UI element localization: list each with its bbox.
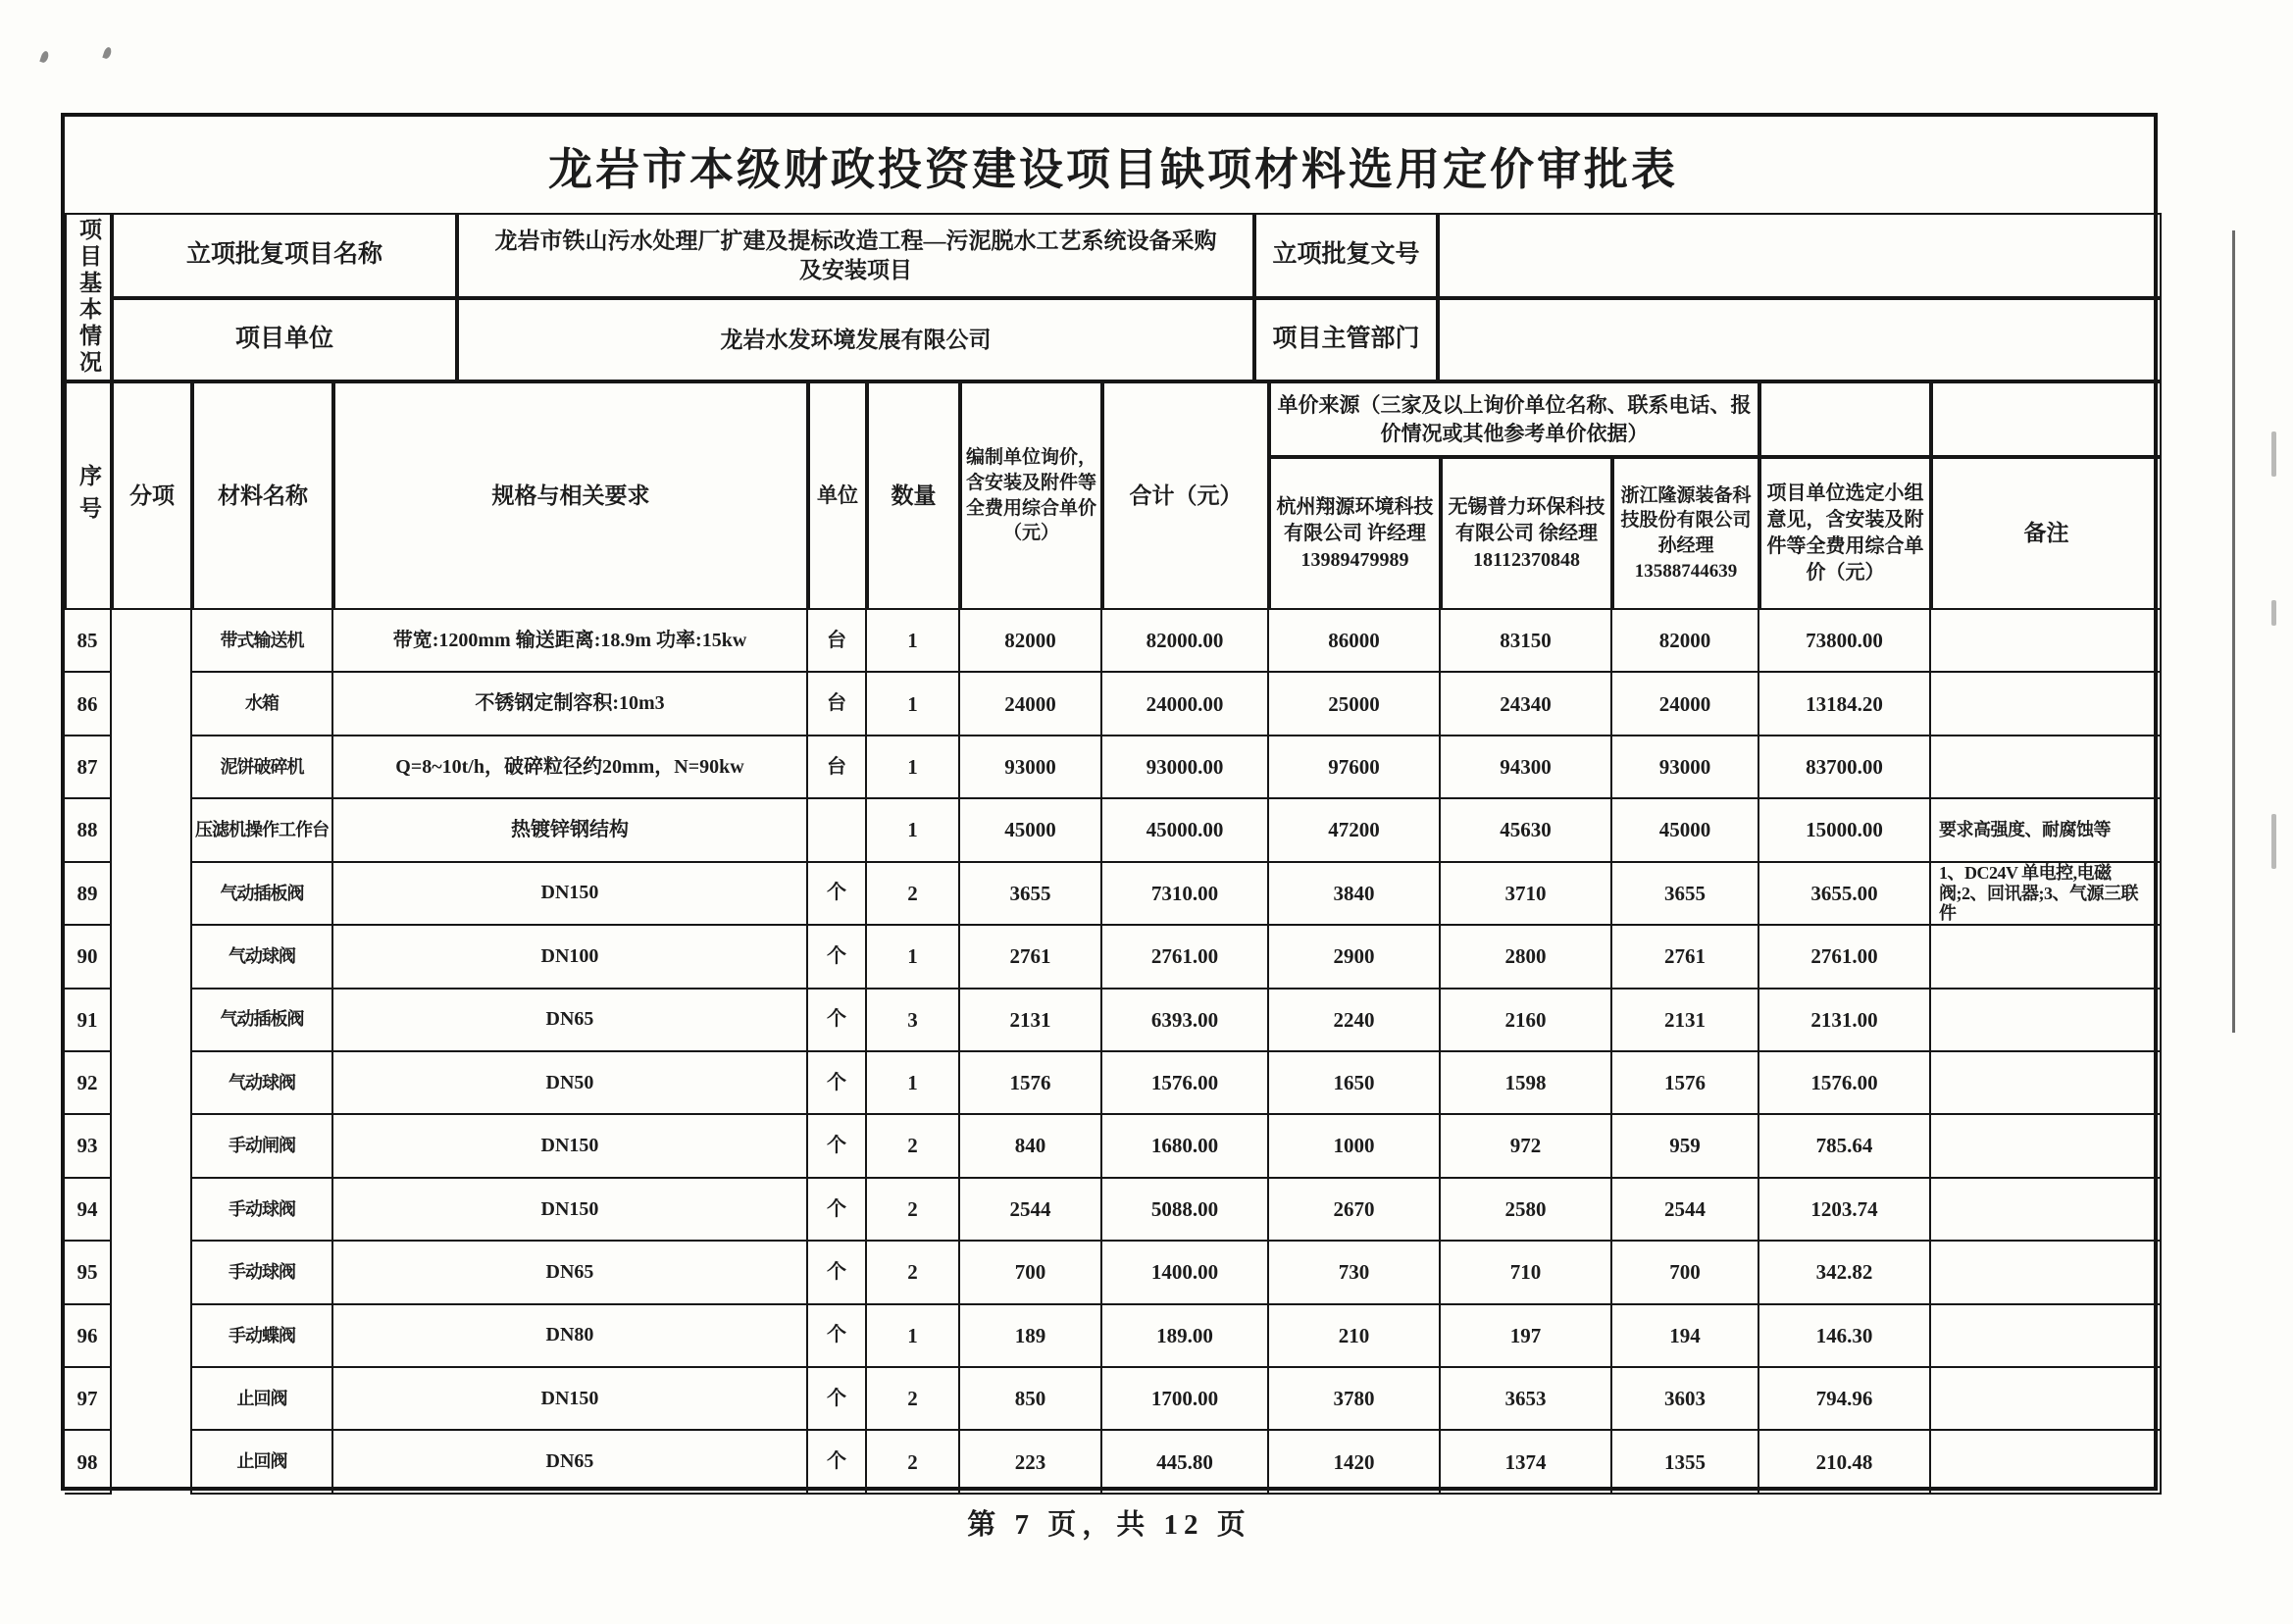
row-serial-number: 94 xyxy=(65,1179,112,1242)
row-spec: DN80 xyxy=(333,1305,808,1368)
row-selected-price: 785.64 xyxy=(1759,1115,1931,1178)
row-serial-number: 89 xyxy=(65,863,112,926)
row-selected-price: 342.82 xyxy=(1759,1242,1931,1304)
row-total: 1680.00 xyxy=(1102,1115,1269,1178)
row-spec: DN150 xyxy=(333,1368,808,1431)
row-unit-price: 2131 xyxy=(960,990,1102,1052)
row-quantity: 3 xyxy=(867,990,960,1052)
row-subitem xyxy=(112,799,192,862)
row-unit-price: 700 xyxy=(960,1242,1102,1304)
approval-form-table xyxy=(61,113,2158,1491)
table-row xyxy=(65,673,2162,736)
row-quantity: 1 xyxy=(867,1052,960,1115)
row-vendor2-quote: 710 xyxy=(1441,1242,1612,1304)
table-row xyxy=(65,1368,2162,1431)
row-remark xyxy=(1931,1431,2162,1494)
row-total: 1700.00 xyxy=(1102,1368,1269,1431)
row-quantity: 1 xyxy=(867,1305,960,1368)
row-quantity: 1 xyxy=(867,799,960,862)
row-subitem xyxy=(112,926,192,989)
row-vendor1-quote: 3780 xyxy=(1269,1368,1441,1431)
row-unit: 台 xyxy=(808,673,867,736)
row-unit-price: 24000 xyxy=(960,673,1102,736)
row-total: 24000.00 xyxy=(1102,673,1269,736)
row-subitem xyxy=(112,610,192,673)
row-material-name: 手动蝶阀 xyxy=(192,1305,333,1368)
row-vendor3-quote: 45000 xyxy=(1612,799,1759,862)
row-material-name: 气动球阀 xyxy=(192,1052,333,1115)
row-vendor3-quote: 700 xyxy=(1612,1242,1759,1304)
row-vendor2-quote: 2160 xyxy=(1441,990,1612,1052)
row-unit-price: 223 xyxy=(960,1431,1102,1494)
row-serial-number: 98 xyxy=(65,1431,112,1494)
info-label-competent-department: 项目主管部门 xyxy=(1254,298,1438,381)
row-unit-price: 82000 xyxy=(960,610,1102,673)
row-remark xyxy=(1931,1368,2162,1431)
form-title: 龙岩市本级财政投资建设项目缺项材料选用定价审批表 xyxy=(547,144,1678,194)
row-subitem xyxy=(112,1305,192,1368)
row-total: 82000.00 xyxy=(1102,610,1269,673)
row-vendor3-quote: 3603 xyxy=(1612,1368,1759,1431)
table-row xyxy=(65,1431,2162,1494)
header-remark: 备注 xyxy=(1931,457,2162,610)
row-material-name: 泥饼破碎机 xyxy=(192,736,333,799)
row-unit: 个 xyxy=(808,990,867,1052)
row-spec: DN150 xyxy=(333,1179,808,1242)
row-total: 2761.00 xyxy=(1102,926,1269,989)
row-spec: 带宽:1200mm 输送距离:18.9m 功率:15kw xyxy=(333,610,808,673)
row-remark xyxy=(1931,990,2162,1052)
row-remark: 要求高强度、耐腐蚀等 xyxy=(1931,799,2162,862)
row-unit-price: 3655 xyxy=(960,863,1102,926)
row-serial-number: 85 xyxy=(65,610,112,673)
header-quantity: 数量 xyxy=(867,381,960,610)
row-spec: DN150 xyxy=(333,1115,808,1178)
table-row xyxy=(65,1115,2162,1178)
row-quantity: 2 xyxy=(867,863,960,926)
row-remark xyxy=(1931,1305,2162,1368)
row-unit-price: 1576 xyxy=(960,1052,1102,1115)
row-vendor3-quote: 2131 xyxy=(1612,990,1759,1052)
info-label-approved-project-name: 立项批复项目名称 xyxy=(112,213,457,298)
row-unit: 个 xyxy=(808,1368,867,1431)
row-remark xyxy=(1931,610,2162,673)
row-spec: DN65 xyxy=(333,1242,808,1304)
row-quantity: 2 xyxy=(867,1431,960,1494)
row-selected-price: 3655.00 xyxy=(1759,863,1931,926)
row-serial-number: 88 xyxy=(65,799,112,862)
row-subitem xyxy=(112,736,192,799)
row-material-name: 气动插板阀 xyxy=(192,863,333,926)
row-vendor3-quote: 1576 xyxy=(1612,1052,1759,1115)
row-vendor3-quote: 194 xyxy=(1612,1305,1759,1368)
row-unit: 台 xyxy=(808,736,867,799)
row-selected-price: 1203.74 xyxy=(1759,1179,1931,1242)
row-serial-number: 97 xyxy=(65,1368,112,1431)
row-unit: 个 xyxy=(808,863,867,926)
row-remark xyxy=(1931,1115,2162,1178)
row-remark: 1、DC24V 单电控,电磁阀;2、回讯器;3、气源三联件 xyxy=(1931,863,2162,926)
scan-artifact-mark xyxy=(39,50,49,64)
row-vendor2-quote: 2580 xyxy=(1441,1179,1612,1242)
row-total: 7310.00 xyxy=(1102,863,1269,926)
info-value-approved-project-name: 龙岩市铁山污水处理厂扩建及提标改造工程—污泥脱水工艺系统设备采购及安装项目 xyxy=(457,213,1254,298)
table-row xyxy=(65,1179,2162,1242)
row-vendor2-quote: 83150 xyxy=(1441,610,1612,673)
row-vendor1-quote: 97600 xyxy=(1269,736,1441,799)
row-vendor2-quote: 972 xyxy=(1441,1115,1612,1178)
row-selected-price: 83700.00 xyxy=(1759,736,1931,799)
row-serial-number: 86 xyxy=(65,673,112,736)
row-quantity: 1 xyxy=(867,926,960,989)
header-material-name: 材料名称 xyxy=(192,381,333,610)
row-spec: DN65 xyxy=(333,1431,808,1494)
row-selected-price: 2761.00 xyxy=(1759,926,1931,989)
header-subitem: 分项 xyxy=(112,381,192,610)
row-selected-price: 1576.00 xyxy=(1759,1052,1931,1115)
row-vendor2-quote: 1374 xyxy=(1441,1431,1612,1494)
row-vendor2-quote: 3710 xyxy=(1441,863,1612,926)
row-spec: Q=8~10t/h，破碎粒径约20mm，N=90kw xyxy=(333,736,808,799)
header-unit: 单位 xyxy=(808,381,867,610)
row-subitem xyxy=(112,1115,192,1178)
row-material-name: 手动球阀 xyxy=(192,1242,333,1304)
row-material-name: 止回阀 xyxy=(192,1431,333,1494)
table-row xyxy=(65,863,2162,926)
row-quantity: 2 xyxy=(867,1179,960,1242)
row-serial-number: 87 xyxy=(65,736,112,799)
row-spec: DN50 xyxy=(333,1052,808,1115)
row-material-name: 手动球阀 xyxy=(192,1179,333,1242)
row-selected-price: 210.48 xyxy=(1759,1431,1931,1494)
row-vendor2-quote: 3653 xyxy=(1441,1368,1612,1431)
header-serial-number: 序号 xyxy=(65,381,112,610)
row-spec: 不锈钢定制容积:10m3 xyxy=(333,673,808,736)
scan-artifact-smudge xyxy=(2271,431,2276,477)
row-vendor3-quote: 2761 xyxy=(1612,926,1759,989)
row-total: 93000.00 xyxy=(1102,736,1269,799)
info-label-project-unit: 项目单位 xyxy=(112,298,457,381)
row-serial-number: 95 xyxy=(65,1242,112,1304)
row-unit-price: 189 xyxy=(960,1305,1102,1368)
row-subitem xyxy=(112,1179,192,1242)
row-vendor3-quote: 24000 xyxy=(1612,673,1759,736)
row-vendor1-quote: 2670 xyxy=(1269,1179,1441,1242)
row-vendor1-quote: 47200 xyxy=(1269,799,1441,862)
table-row xyxy=(65,926,2162,989)
row-subitem xyxy=(112,673,192,736)
table-row xyxy=(65,1242,2162,1304)
row-subitem xyxy=(112,1431,192,1494)
row-unit: 个 xyxy=(808,1431,867,1494)
row-vendor1-quote: 210 xyxy=(1269,1305,1441,1368)
row-total: 445.80 xyxy=(1102,1431,1269,1494)
row-material-name: 手动闸阀 xyxy=(192,1115,333,1178)
row-total: 189.00 xyxy=(1102,1305,1269,1368)
row-serial-number: 92 xyxy=(65,1052,112,1115)
row-total: 1400.00 xyxy=(1102,1242,1269,1304)
row-remark xyxy=(1931,1052,2162,1115)
row-vendor3-quote: 2544 xyxy=(1612,1179,1759,1242)
row-vendor2-quote: 1598 xyxy=(1441,1052,1612,1115)
row-unit: 个 xyxy=(808,1305,867,1368)
row-vendor1-quote: 86000 xyxy=(1269,610,1441,673)
info-value-project-unit: 龙岩水发环境发展有限公司 xyxy=(457,298,1254,381)
row-quantity: 2 xyxy=(867,1368,960,1431)
row-unit xyxy=(808,799,867,862)
row-material-name: 带式输送机 xyxy=(192,610,333,673)
row-selected-price: 146.30 xyxy=(1759,1305,1931,1368)
row-serial-number: 96 xyxy=(65,1305,112,1368)
row-remark xyxy=(1931,1179,2162,1242)
row-subitem xyxy=(112,990,192,1052)
row-quantity: 1 xyxy=(867,736,960,799)
row-unit: 个 xyxy=(808,1242,867,1304)
row-vendor2-quote: 94300 xyxy=(1441,736,1612,799)
header-compiled-unit-price: 编制单位询价，含安装及附件等全费用综合单价（元） xyxy=(960,381,1102,610)
table-row xyxy=(65,610,2162,673)
header-spacer-cell xyxy=(1931,381,2162,457)
row-unit: 个 xyxy=(808,926,867,989)
row-unit: 个 xyxy=(808,1052,867,1115)
info-label-approval-document-number: 立项批复文号 xyxy=(1254,213,1438,298)
row-selected-price: 15000.00 xyxy=(1759,799,1931,862)
row-vendor2-quote: 45630 xyxy=(1441,799,1612,862)
row-unit-price: 2761 xyxy=(960,926,1102,989)
scan-artifact-smudge xyxy=(2271,814,2276,869)
row-subitem xyxy=(112,1242,192,1304)
row-quantity: 2 xyxy=(867,1242,960,1304)
row-subitem xyxy=(112,863,192,926)
row-vendor2-quote: 24340 xyxy=(1441,673,1612,736)
table-body xyxy=(65,610,2162,1495)
row-total: 1576.00 xyxy=(1102,1052,1269,1115)
row-vendor1-quote: 1000 xyxy=(1269,1115,1441,1178)
header-total-yuan: 合计（元） xyxy=(1102,381,1269,610)
row-material-name: 水箱 xyxy=(192,673,333,736)
row-total: 6393.00 xyxy=(1102,990,1269,1052)
row-vendor2-quote: 2800 xyxy=(1441,926,1612,989)
row-quantity: 2 xyxy=(867,1115,960,1178)
header-spacer-cell xyxy=(1759,381,1931,457)
row-material-name: 气动球阀 xyxy=(192,926,333,989)
row-serial-number: 93 xyxy=(65,1115,112,1178)
table-row xyxy=(65,736,2162,799)
header-price-source-group: 单价来源（三家及以上询价单位名称、联系电话、报价情况或其他参考单价依据） xyxy=(1269,381,1759,457)
row-vendor2-quote: 197 xyxy=(1441,1305,1612,1368)
table-row xyxy=(65,990,2162,1052)
row-remark xyxy=(1931,673,2162,736)
table-row xyxy=(65,1305,2162,1368)
row-vendor1-quote: 25000 xyxy=(1269,673,1441,736)
header-vendor1: 杭州翔源环境科技有限公司 许经理 13989479989 xyxy=(1269,457,1441,610)
row-vendor3-quote: 82000 xyxy=(1612,610,1759,673)
row-unit: 个 xyxy=(808,1115,867,1178)
row-vendor3-quote: 959 xyxy=(1612,1115,1759,1178)
page-indicator: 第 7 页，共 12 页 xyxy=(967,1509,1251,1541)
row-unit: 个 xyxy=(808,1179,867,1242)
row-quantity: 1 xyxy=(867,610,960,673)
row-vendor3-quote: 3655 xyxy=(1612,863,1759,926)
row-selected-price: 73800.00 xyxy=(1759,610,1931,673)
header-selected-price: 项目单位选定小组意见，含安装及附件等全费用综合单价（元） xyxy=(1759,457,1931,610)
row-unit-price: 93000 xyxy=(960,736,1102,799)
row-spec: DN65 xyxy=(333,990,808,1052)
row-material-name: 止回阀 xyxy=(192,1368,333,1431)
row-spec: DN150 xyxy=(333,863,808,926)
row-unit-price: 840 xyxy=(960,1115,1102,1178)
row-serial-number: 91 xyxy=(65,990,112,1052)
header-spec-requirements: 规格与相关要求 xyxy=(333,381,808,610)
row-vendor1-quote: 2240 xyxy=(1269,990,1441,1052)
info-value-approval-document-number xyxy=(1438,213,2162,298)
header-vendor3: 浙江隆源装备科技股份有限公司 孙经理 13588744639 xyxy=(1612,457,1759,610)
row-vendor1-quote: 1650 xyxy=(1269,1052,1441,1115)
scan-artifact-smudge xyxy=(2271,600,2276,626)
row-unit-price: 850 xyxy=(960,1368,1102,1431)
row-subitem xyxy=(112,1052,192,1115)
row-material-name: 气动插板阀 xyxy=(192,990,333,1052)
row-quantity: 1 xyxy=(867,673,960,736)
row-unit-price: 45000 xyxy=(960,799,1102,862)
row-vendor1-quote: 1420 xyxy=(1269,1431,1441,1494)
row-serial-number: 90 xyxy=(65,926,112,989)
row-selected-price: 794.96 xyxy=(1759,1368,1931,1431)
row-material-name: 压滤机操作工作台 xyxy=(192,799,333,862)
row-total: 5088.00 xyxy=(1102,1179,1269,1242)
row-vendor1-quote: 2900 xyxy=(1269,926,1441,989)
row-selected-price: 2131.00 xyxy=(1759,990,1931,1052)
row-spec: DN100 xyxy=(333,926,808,989)
row-remark xyxy=(1931,1242,2162,1304)
header-vendor2: 无锡普力环保科技有限公司 徐经理 18112370848 xyxy=(1441,457,1612,610)
row-vendor1-quote: 3840 xyxy=(1269,863,1441,926)
row-total: 45000.00 xyxy=(1102,799,1269,862)
row-unit-price: 2544 xyxy=(960,1179,1102,1242)
scan-artifact-edge-line xyxy=(2232,230,2235,1033)
row-vendor1-quote: 730 xyxy=(1269,1242,1441,1304)
row-vendor3-quote: 1355 xyxy=(1612,1431,1759,1494)
row-remark xyxy=(1931,926,2162,989)
row-selected-price: 13184.20 xyxy=(1759,673,1931,736)
row-subitem xyxy=(112,1368,192,1431)
row-unit: 台 xyxy=(808,610,867,673)
table-row xyxy=(65,1052,2162,1115)
row-vendor3-quote: 93000 xyxy=(1612,736,1759,799)
row-remark xyxy=(1931,736,2162,799)
info-value-competent-department xyxy=(1438,298,2162,381)
scan-artifact-mark xyxy=(102,46,112,60)
section-label-project-basic-info: 项目基本情况 xyxy=(65,213,112,381)
table-row xyxy=(65,799,2162,862)
row-spec: 热镀锌钢结构 xyxy=(333,799,808,862)
